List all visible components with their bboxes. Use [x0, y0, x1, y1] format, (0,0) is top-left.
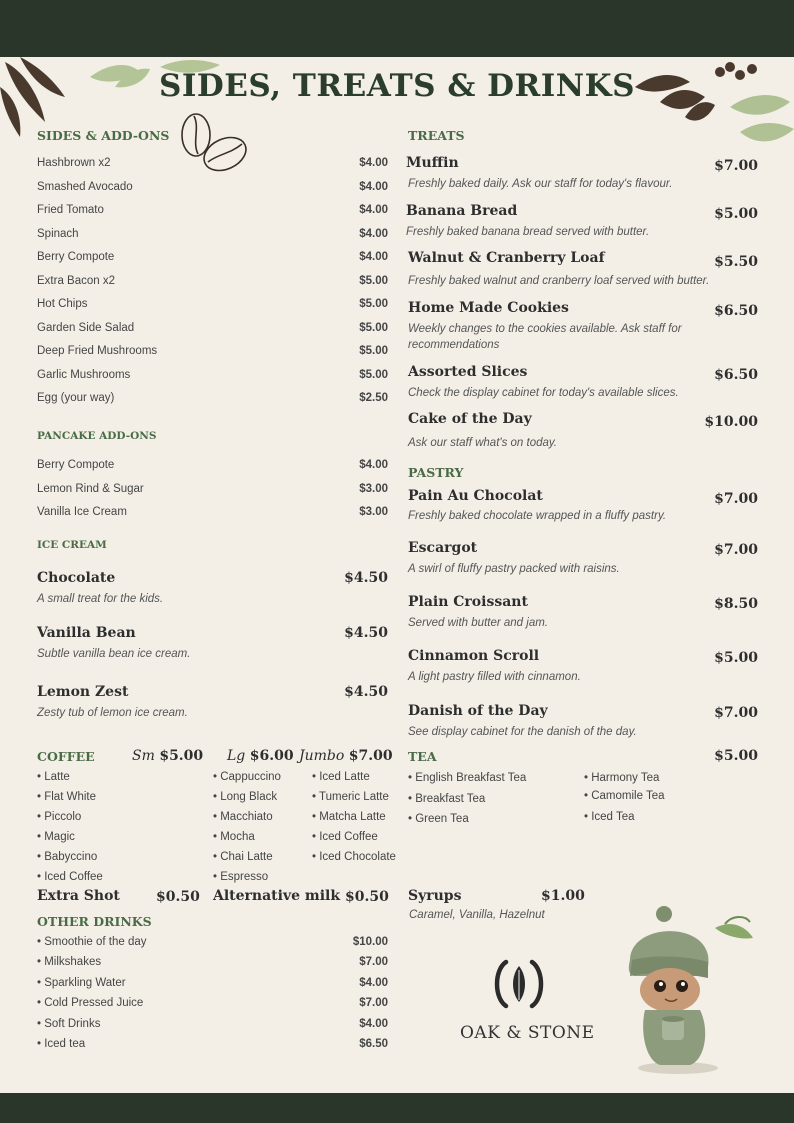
list-item: • Babyccino [37, 851, 98, 863]
pastry-item-escargot [408, 540, 758, 578]
item-price: $5.00 [359, 274, 388, 287]
sides-list [37, 157, 388, 416]
item-price: $4.00 [359, 180, 388, 193]
item-name: • Iced tea [37, 1037, 86, 1050]
item-description: Zesty tub of lemon ice cream. [37, 707, 188, 719]
item-price: $7.00 [714, 158, 758, 174]
item-price: $7.00 [714, 491, 758, 507]
item-name: Pain Au Chocolat [408, 488, 543, 504]
icecream-heading: ICE CREAM [37, 539, 107, 551]
extra-shot-label: Extra Shot [37, 888, 120, 904]
pancake-list [37, 459, 388, 530]
tea-price: $5.00 [714, 748, 758, 764]
list-item [37, 157, 388, 181]
list-item: • Tumeric Latte [312, 791, 389, 803]
item-price: $2.50 [359, 392, 388, 404]
list-item [37, 345, 388, 369]
item-name: • Sparkling Water [37, 976, 126, 989]
item-price: $4.00 [359, 227, 388, 240]
other-drinks-heading: OTHER DRINKS [37, 914, 152, 929]
list-item: • Green Tea [408, 813, 469, 825]
item-name: Plain Croissant [408, 594, 528, 610]
item-name: Banana Bread [406, 203, 518, 219]
list-item [37, 275, 388, 299]
brand-name: OAK & STONE [460, 1023, 595, 1043]
pastry-heading: PASTRY [408, 465, 464, 480]
item-name: Chocolate [37, 570, 116, 586]
pastry-item-danish [408, 703, 758, 741]
list-item [37, 997, 388, 1017]
coffee-col2 [213, 771, 313, 891]
item-price: $4.50 [344, 684, 388, 700]
tea-col1 [408, 772, 583, 834]
item-price: $4.00 [359, 204, 388, 216]
list-item [37, 1018, 388, 1038]
coffee-col1 [37, 771, 207, 891]
item-description: Freshly baked banana bread served with butter. [406, 226, 650, 238]
item-description: A small treat for the kids. [37, 593, 164, 605]
item-name: Egg (your way) [37, 392, 115, 404]
item-name: Berry Compote [37, 459, 115, 471]
treats-heading: TREATS [408, 128, 465, 143]
list-item: • Iced Tea [584, 811, 635, 823]
item-description: Freshly baked walnut and cranberry loaf served with butter. [408, 275, 710, 287]
syrups-label: Syrups [408, 888, 462, 904]
list-item [37, 684, 388, 743]
item-price: $4.00 [359, 157, 388, 169]
list-item: • Flat White [37, 791, 96, 803]
item-price: $4.50 [344, 570, 388, 586]
item-price: $4.00 [359, 459, 388, 471]
list-item: • Camomile Tea [584, 790, 665, 802]
list-item [37, 181, 388, 205]
list-item: • Chai Latte [213, 851, 273, 863]
item-name: Spinach [37, 227, 79, 240]
item-price: $5.00 [359, 321, 388, 334]
alt-milk-price: $0.50 [345, 889, 389, 905]
list-item: • Magic [37, 831, 75, 843]
item-name: • Milkshakes [37, 956, 102, 969]
item-name: Assorted Slices [408, 364, 528, 380]
list-item [37, 566, 388, 625]
syrups-description: Caramel, Vanilla, Hazelnut [409, 909, 545, 921]
coffee-size-sm: Sm $5.00 [132, 748, 204, 764]
pancake-heading: PANCAKE ADD-ONS [37, 430, 157, 442]
sides-heading: SIDES & ADD-ONS [37, 128, 170, 143]
treat-item-cookies [408, 300, 758, 353]
item-name: Deep Fried Mushrooms [37, 345, 158, 357]
coffee-heading: COFFEE [37, 749, 95, 764]
item-price: $6.50 [359, 1037, 388, 1050]
item-name: Lemon Rind & Sugar [37, 482, 144, 495]
item-description: Ask our staff what's on today. [408, 437, 558, 449]
list-item [37, 936, 388, 956]
item-price: $5.00 [359, 298, 388, 310]
list-item [37, 251, 388, 275]
list-item [37, 625, 388, 684]
treat-item-banana-bread [406, 203, 758, 241]
list-item [37, 956, 388, 976]
list-item [37, 506, 388, 530]
item-description: Weekly changes to the cookies available. Ask staff for recommendations [408, 323, 682, 351]
extra-shot-price: $0.50 [156, 889, 200, 905]
item-name: Hashbrown x2 [37, 157, 111, 169]
item-description: Subtle vanilla bean ice cream. [37, 648, 191, 660]
list-item: • English Breakfast Tea [408, 772, 527, 784]
mascot-illustration [620, 900, 755, 1075]
item-price: $4.00 [359, 1017, 388, 1030]
list-item [37, 298, 388, 322]
item-price: $5.00 [359, 345, 388, 357]
list-item: • Iced Coffee [312, 831, 378, 843]
item-price: $10.00 [704, 414, 758, 430]
item-name: • Cold Pressed Juice [37, 997, 144, 1010]
list-item: • Iced Latte [312, 771, 370, 783]
item-description: Served with butter and jam. [408, 617, 548, 629]
item-price: $5.50 [714, 254, 758, 270]
item-price: $3.00 [359, 506, 388, 518]
item-name: Berry Compote [37, 251, 115, 263]
list-item: • Harmony Tea [584, 772, 660, 784]
list-item [37, 392, 388, 416]
item-name: Vanilla Ice Cream [37, 506, 127, 518]
item-price: $4.00 [359, 251, 388, 263]
item-name: Extra Bacon x2 [37, 274, 115, 287]
item-name: Muffin [406, 155, 459, 171]
treat-item-walnut-loaf [408, 250, 758, 290]
oak-stone-logo-icon [492, 958, 546, 1010]
item-name: Fried Tomato [37, 204, 104, 216]
pastry-item-croissant [408, 594, 758, 632]
item-description: Check the display cabinet for today's available slices. [408, 387, 679, 399]
item-description: Freshly baked chocolate wrapped in a fluffy pastry. [408, 510, 667, 522]
list-item [37, 459, 388, 483]
treat-item-slices [408, 364, 758, 402]
item-price: $4.00 [359, 976, 388, 989]
list-item: • Latte [37, 771, 70, 783]
item-description: A light pastry filled with cinnamon. [408, 671, 581, 683]
item-name: Home Made Cookies [408, 300, 569, 316]
item-name: • Soft Drinks [37, 1017, 101, 1030]
list-item: • Mocha [213, 831, 255, 843]
list-item [37, 483, 388, 507]
item-price: $10.00 [352, 936, 388, 948]
list-item [37, 977, 388, 997]
list-item [37, 1038, 388, 1058]
list-item: • Long Black [213, 791, 278, 803]
list-item: • Espresso [213, 871, 269, 883]
coffee-size-lg: Lg $6.00 [227, 748, 294, 764]
coffee-col3 [312, 771, 407, 871]
item-name: Garlic Mushrooms [37, 368, 131, 381]
list-item: • Matcha Latte [312, 811, 386, 823]
list-item: • Piccolo [37, 811, 82, 823]
item-price: $3.00 [359, 482, 388, 495]
item-price: $6.50 [714, 303, 758, 319]
item-name: Garden Side Salad [37, 321, 135, 334]
item-price: $5.00 [714, 206, 758, 222]
item-price: $5.00 [359, 368, 388, 381]
alt-milk-label: Alternative milk [213, 888, 341, 904]
list-item [37, 204, 388, 228]
icecream-list [37, 566, 388, 743]
item-description: A swirl of fluffy pastry packed with raisins. [408, 563, 620, 575]
list-item [37, 369, 388, 393]
item-description: Freshly baked daily. Ask our staff for today's flavour. [408, 178, 673, 190]
item-price: $7.00 [714, 705, 758, 721]
item-name: Smashed Avocado [37, 180, 133, 193]
list-item: • Cappuccino [213, 771, 281, 783]
syrups-price: $1.00 [541, 888, 585, 904]
item-price: $7.00 [714, 542, 758, 558]
pastry-item-pain-au-chocolat [408, 488, 758, 525]
tea-heading: TEA [408, 749, 437, 764]
item-name: Lemon Zest [37, 684, 129, 700]
item-price: $6.50 [714, 367, 758, 383]
item-name: Cinnamon Scroll [408, 648, 540, 664]
coffee-size-jumbo: Jumbo $7.00 [299, 748, 393, 764]
item-name: Walnut & Cranberry Loaf [408, 250, 605, 266]
item-name: Hot Chips [37, 298, 88, 310]
item-description: See display cabinet for the danish of the day. [408, 726, 637, 738]
top-band [0, 0, 794, 57]
list-item: • Breakfast Tea [408, 792, 486, 805]
list-item: • Iced Chocolate [312, 851, 396, 863]
list-item [37, 322, 388, 346]
item-name: Escargot [408, 540, 478, 556]
other-drinks-list [37, 936, 388, 1058]
item-name: • Smoothie of the day [37, 936, 147, 948]
item-price: $7.00 [359, 997, 388, 1010]
item-price: $7.00 [359, 956, 388, 969]
item-price: $4.50 [344, 625, 388, 641]
page-title: SIDES, TREATS & DRINKS [159, 68, 635, 104]
item-name: Cake of the Day [408, 411, 532, 427]
treat-item-muffin [406, 155, 758, 193]
bottom-band [0, 1093, 794, 1123]
tea-col2 [584, 772, 754, 831]
list-item: • Iced Coffee [37, 871, 103, 883]
item-price: $5.00 [714, 650, 758, 666]
item-name: Danish of the Day [408, 703, 548, 719]
list-item [37, 228, 388, 252]
treat-item-cake [408, 411, 758, 452]
item-name: Vanilla Bean [37, 625, 136, 641]
item-price: $8.50 [714, 596, 758, 612]
pastry-item-cinnamon-scroll [408, 648, 758, 686]
list-item: • Macchiato [213, 811, 273, 823]
